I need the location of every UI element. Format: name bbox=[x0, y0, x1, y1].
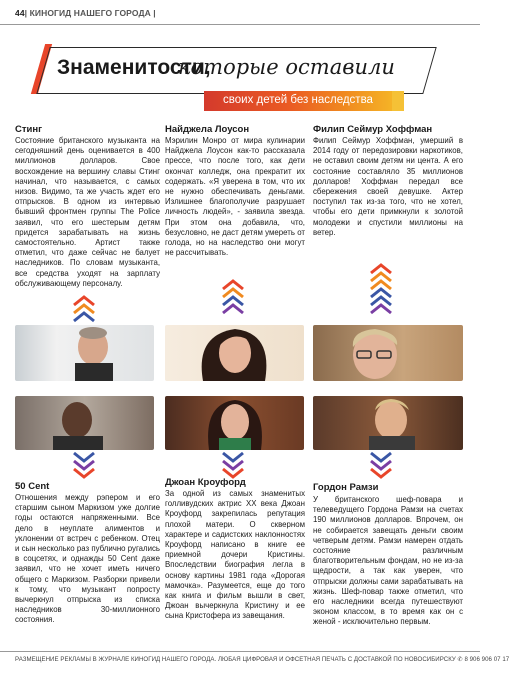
chevron-down-icon bbox=[221, 452, 245, 478]
ribbon-text: своих детей без наследства bbox=[223, 94, 373, 106]
chevron-up-icon bbox=[369, 264, 393, 314]
ribbon-yellow-strip bbox=[392, 91, 404, 111]
footer bbox=[15, 656, 509, 663]
header-divider bbox=[0, 24, 480, 25]
chevron-down-icon bbox=[369, 452, 393, 478]
article-text-hoffman: Филип Сеймур Хоффман, умерший в 2014 году от передозировки наркотиков, не оставил своим детям ни цента. А его состояние составляло 35 миллионов долларов! Хоффман передал все сбережения своей девушке. Актер поступил так из-за того, что не хотел, чтобы его дети примкнули к золотой молодежи и спустили миллионы на ветер. bbox=[313, 136, 463, 237]
photo-crawford bbox=[165, 396, 304, 450]
page-number: 44 bbox=[15, 8, 25, 18]
title-bold: Знаменитости, bbox=[57, 56, 211, 79]
article-text-crawford: За одной из самых знаменитых голливудских актрис XX века Джоан Кроуфорд закрепилась репутация плохой матери. О скверном характере и садистских наклонностях Кроуфорд написано в книге ее приемной дочери Кристины. Впоследствии биография легла в основу картины 1981 года «Дорогая мамочка». Разумеется, еще до того как книга и фильм вышли в свет, Джоан вычеркнула Кристину и ее сына Кристофера из завещания. bbox=[165, 489, 305, 621]
article-title-crawford: Джоан Кроуфорд bbox=[165, 477, 246, 488]
page-header: 44| КИНОГИД НАШЕГО ГОРОДА | bbox=[15, 8, 156, 18]
footer-phone: 8 906 906 07 17 bbox=[464, 656, 509, 663]
magazine-name: КИНОГИД НАШЕГО ГОРОДА bbox=[29, 8, 151, 18]
article-title-hoffman: Филип Сеймур Хоффман bbox=[313, 124, 433, 135]
chevron-down-icon bbox=[72, 452, 96, 478]
article-text-ramsay: У британского шеф-повара и телеведущего Гордона Рамзи на счетах 190 миллионов долларов. Впрочем, он не собирается завещать деньги своим четверым детям. Рамзи намерен отдать состояние различным благотворительным фондам, но не из-за щедрости, а так как уверен, что отпрыски должны сами зарабатывать на жизнь. Шеф-повар также отметил, что его наследники всегда путешествуют эконом классом, в то время как он с женой - исключительно первым. bbox=[313, 495, 463, 627]
chevron-up-icon bbox=[221, 280, 245, 314]
photo-ramsay bbox=[313, 396, 463, 450]
article-text-sting: Состояние британского музыканта на сегодняшний день оценивается в 400 миллионов долларов. Свое восхождение на вершину славы Стинг начинал, что называется, с самых низов. Видимо, та же участь ждет его отпрысков. В одном из интервью бывший фронтмен группы The Police заявил, что его шестерым детям придется зарабатывать на жизнь самостоятельно. Артист также отметил, что даже сейчас не балует наследников. По словам музыканта, все средства уходят на зарплату обслуживающему персоналу. bbox=[15, 136, 160, 288]
title-script: которые оставили bbox=[178, 55, 395, 79]
footer-text: РАЗМЕЩЕНИЕ РЕКЛАМЫ В ЖУРНАЛЕ КИНОГИД НАШЕГО ГОРОДА. ЛЮБАЯ ЦИФРОВАЯ И ОФСЕТНАЯ ПЕЧАТЬ С ДОСТАВКОЙ ПО НОВОСИБИРСКУ bbox=[15, 656, 456, 663]
footer-divider bbox=[0, 651, 480, 652]
photo-nigella bbox=[165, 325, 304, 381]
article-text-nigella: Мэрилин Монро от мира кулинарии Найджела Лоусон как-то рассказала прессе, что после того, как дети окончат колледж, она прекратит их содержать. «Я уверена в том, что их не нужно обеспечивать деньгами. Излишнее благополучие разрушает личность людей», - заявила звезда. При этом она добавила, что, безусловно, не даст детям умереть от голода, но на наследство они могут не рассчитывать. bbox=[165, 136, 305, 258]
article-title-nigella: Найджела Лоусон bbox=[165, 124, 250, 135]
article-title-sting: Стинг bbox=[15, 124, 43, 135]
article-text-50-cent: Отношения между рэпером и его старшим сыном Маркизом уже долгие годы остаются напряженными. Все дело в неуплате алиментов и уклонении от встреч с ребенком. Отец и сын несколько раз публично ругались в соцсетях, и однажды 50 Cent даже заявил, что не хочет иметь ничего общего с Маркизом. Разборки привели к тому, что музыкант попросту вычеркнул отпрыска из списка наследников 30-миллионного состояния. bbox=[15, 493, 160, 625]
chevron-up-icon bbox=[72, 296, 96, 322]
photo-hoffman bbox=[313, 325, 463, 381]
photo-50-cent bbox=[15, 396, 154, 450]
article-title-ramsay: Гордон Рамзи bbox=[313, 482, 379, 493]
photo-sting bbox=[15, 325, 154, 381]
phone-icon: ✆ bbox=[457, 656, 463, 663]
article-title-50-cent: 50 Cent bbox=[15, 481, 50, 492]
